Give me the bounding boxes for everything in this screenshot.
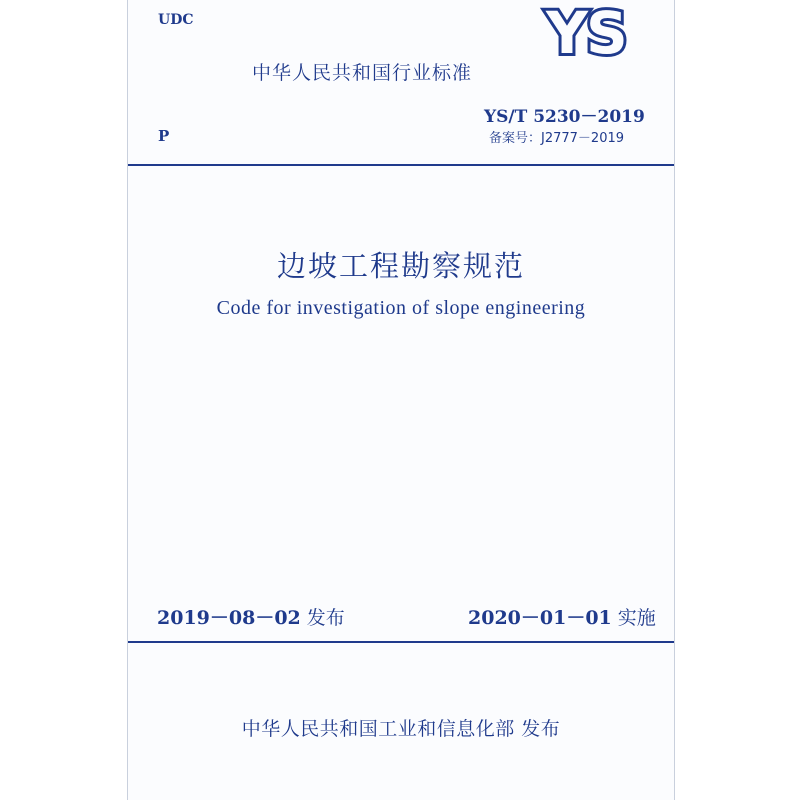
ys-logo: YS (546, 0, 626, 67)
effective-label: 实施 (617, 607, 656, 629)
title-english: Code for investigation of slope engineering (216, 297, 586, 319)
publish-label: 发布 (306, 607, 345, 629)
classification-code: P (158, 127, 170, 145)
effective-date: 2020－01－01 (468, 607, 612, 629)
issuer: 中华人民共和国工业和信息化部 发布 (241, 718, 561, 740)
title-chinese: 边坡工程勘察规范 (276, 249, 525, 283)
publish-date-line (157, 603, 345, 630)
record-number: 备案号：J2777－2019 (489, 131, 625, 146)
effective-date-line (468, 603, 656, 630)
bottom-divider (128, 641, 674, 643)
standard-number: YS/T 5230－2019 (484, 107, 645, 127)
top-divider (128, 164, 674, 166)
standard-cover (127, 0, 675, 800)
standard-level: 中华人民共和国行业标准 (252, 62, 473, 84)
publish-date: 2019－08－02 (157, 607, 301, 629)
udc-label: UDC (158, 12, 194, 28)
